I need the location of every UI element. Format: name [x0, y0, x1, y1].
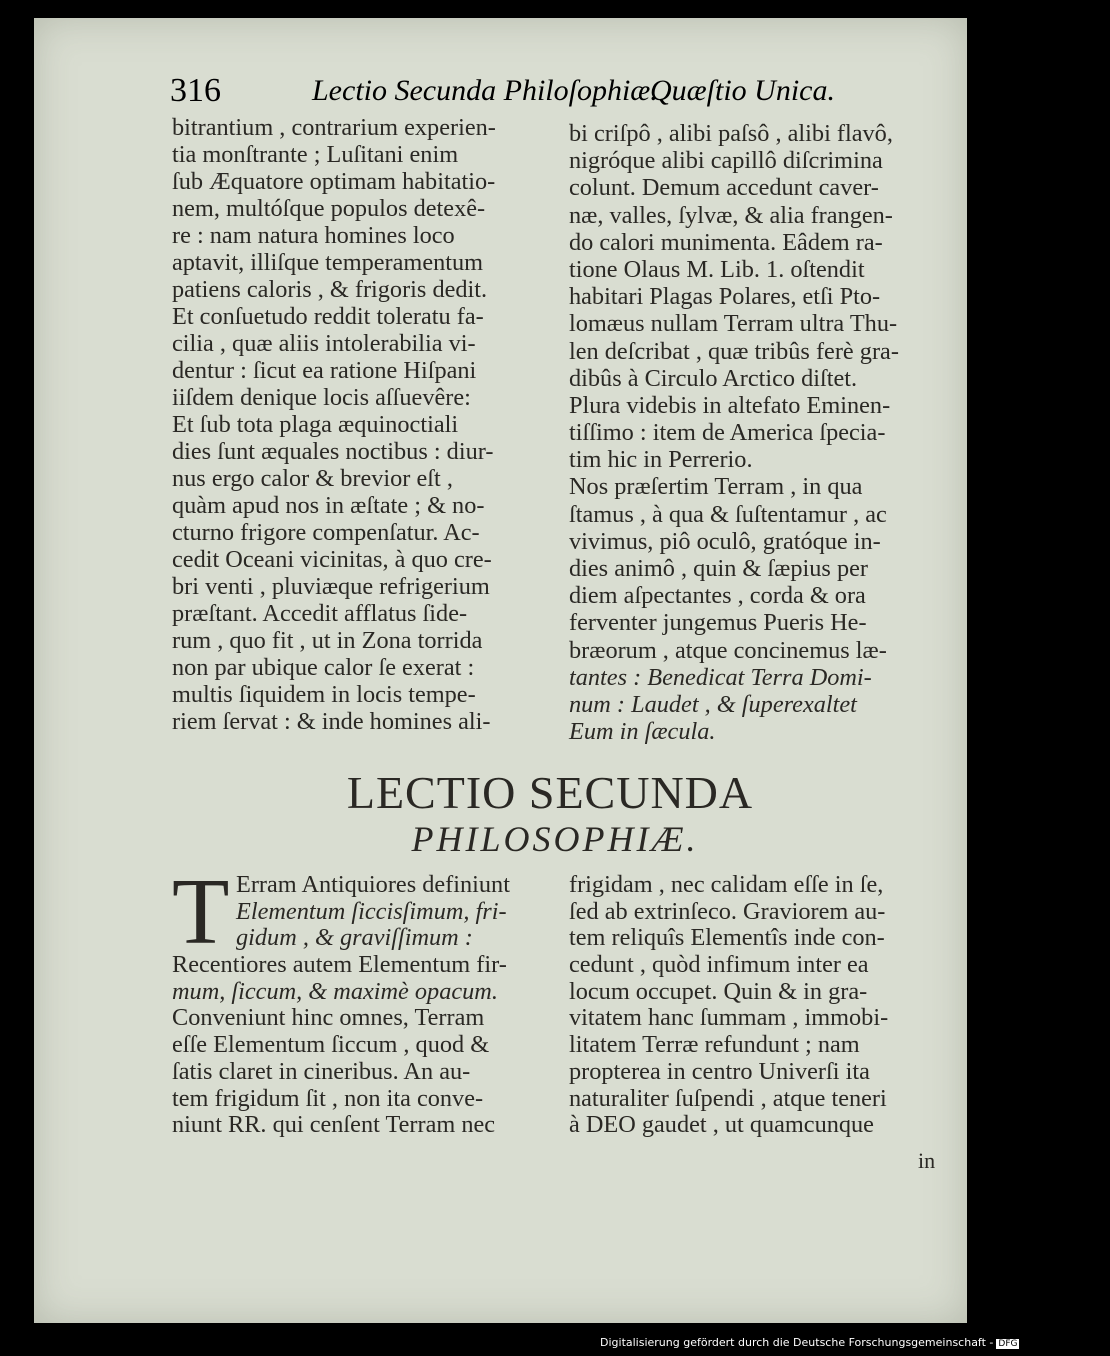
text-line: ſtamus , à qua & ſuſtentamur , ac — [569, 500, 887, 528]
text-line: ferventer jungemus Pueris He- — [569, 609, 867, 637]
text-line: Elementum ſiccisſimum, fri- — [236, 897, 507, 925]
text-line: Plura videbis in altefato Eminen- — [569, 391, 891, 419]
text-line: bi criſpô , alibi paſsô , alibi flavô, — [569, 120, 893, 147]
text-line: colunt. Demum accedunt caver- — [569, 174, 879, 202]
text-line: aptavit, illiſque temperamentum — [172, 249, 484, 276]
text-line: propterea in centro Univerſi ita — [569, 1057, 870, 1085]
text-line: re : nam natura homines loco — [172, 222, 455, 249]
page-header — [170, 72, 950, 116]
text-line: gidum , & graviſſimum : — [236, 924, 473, 952]
text-line: mum, ſiccum, & maximè opacum. — [172, 977, 498, 1005]
text-line: len deſcribat , quæ tribûs ferè gra- — [569, 337, 899, 365]
text-line: Eum in ſæcula. — [569, 718, 716, 746]
text-line: vivimus, piô oculô, gratóque in- — [569, 527, 881, 555]
text-line: tem frigidum ſit , non ita conve- — [172, 1084, 484, 1112]
text-line: dentur : ſicut ea ratione Hiſpani — [172, 357, 477, 384]
text-line: Erram Antiquiores definiunt — [236, 871, 510, 898]
text-line: quàm apud nos in æſtate ; & no- — [172, 492, 485, 519]
text-line: diem aſpectantes , corda & ora — [569, 582, 866, 610]
text-line: bræorum , atque concinemus læ- — [569, 636, 887, 664]
catchword: in — [918, 1148, 936, 1173]
text-line: cedit Oceani vicinitas, à quo cre- — [172, 546, 492, 573]
text-line: iiſdem denique locis aſſuevêre: — [172, 384, 471, 411]
section-title: Quæſtio Unica. — [650, 74, 835, 107]
text-line: cilia , quæ aliis intolerabilia vi- — [172, 330, 476, 357]
column-left-top — [172, 114, 552, 735]
column-right-top — [569, 120, 949, 745]
column-left-bottom — [172, 860, 552, 1139]
text-line: cedunt , quòd infimum inter ea — [569, 951, 869, 979]
column-right-bottom — [569, 872, 949, 1139]
text-line: rum , quo fit , ut in Zona torrida — [172, 627, 483, 654]
text-line: ſub Æquatore optimam habitatio- — [172, 168, 496, 195]
text-line: tim hic in Perrerio. — [569, 446, 753, 474]
chapter-title: LECTIO SECUNDA — [346, 767, 754, 818]
text-line: num : Laudet , & ſuperexaltet — [569, 690, 857, 718]
digitization-footer — [600, 1336, 1019, 1349]
text-line: Conveniunt hinc omnes, Terram — [172, 1004, 485, 1032]
text-line: multis ſiquidem in locis tempe- — [172, 681, 476, 708]
footer-text: Digitalisierung gefördert durch die Deutsche Forschungsgemeinschaft - — [600, 1336, 994, 1349]
text-line: tem reliquîs Elementîs inde con- — [569, 924, 885, 952]
chapter-subtitle: PHILOSOPHIÆ. — [411, 819, 699, 859]
text-line: Et conſuetudo reddit toleratu fa- — [172, 303, 484, 330]
text-line: bri venti , pluviæque refrigerium — [172, 573, 490, 600]
text-line: dies ſunt æquales noctibus : diur- — [172, 438, 494, 465]
dfg-logo[interactable]: DFG — [998, 1339, 1018, 1349]
text-line: cturno frigore compenſatur. Ac- — [172, 519, 480, 546]
drop-cap: T — [172, 860, 230, 964]
text-line: præſtant. Accedit afflatus ſide- — [172, 600, 468, 627]
running-title: Lectio Secunda Philoſophiæ. — [312, 74, 658, 107]
text-line: Et ſub tota plaga æquinoctiali — [172, 411, 459, 438]
text-line: tia monſtrante ; Luſitani enim — [172, 141, 459, 168]
text-line: locum occupet. Quin & in gra- — [569, 977, 868, 1005]
text-line: vitatem hanc ſummam , immobi- — [569, 1004, 889, 1032]
text-line: à DEO gaudet , ut quamcunque — [569, 1111, 874, 1139]
text-line: frigidam , nec calidam eſſe in ſe, — [569, 871, 884, 898]
text-line: tione Olaus M. Lib. 1. oſtendit — [569, 255, 865, 283]
text-line: dibûs à Circulo Arctico diſtet. — [569, 364, 858, 392]
text-line: non par ubique calor ſe exerat : — [172, 654, 475, 681]
text-line: lomæus nullam Terram ultra Thu- — [569, 310, 898, 338]
text-line: eſſe Elementum ſiccum , quod & — [172, 1031, 490, 1059]
text-line: do calori munimenta. Eâdem ra- — [569, 228, 883, 256]
text-line: tantes : Benedicat Terra Domi- — [569, 663, 872, 691]
text-line: naturaliter ſuſpendi , atque teneri — [569, 1084, 887, 1112]
text-line: nus ergo calor & brevior eſt , — [172, 465, 453, 492]
text-line: patiens caloris , & frigoris dedit. — [172, 276, 488, 303]
page-number: 316 — [170, 72, 221, 109]
text-line: litatem Terræ refundunt ; nam — [569, 1031, 860, 1059]
text-line: næ, valles, ſylvæ, & alia frangen- — [569, 201, 893, 229]
text-line: nem, multóſque populos detexê- — [172, 195, 486, 222]
text-line: tiſſimo : item de America ſpecia- — [569, 419, 886, 447]
text-line: riem ſervat : & inde homines ali- — [172, 708, 491, 735]
text-line: Nos præſertim Terram , in qua — [569, 473, 863, 501]
text-line: dies animô , quin & ſæpius per — [569, 555, 868, 582]
text-line: niunt RR. qui cenſent Terram nec — [172, 1111, 496, 1139]
text-line: habitari Plagas Polares, etſi Pto- — [569, 283, 881, 311]
text-line: nigróque alibi capillô diſcrimina — [569, 147, 883, 175]
text-line: ſed ab extrinſeco. Graviorem au- — [569, 897, 886, 925]
text-line: Recentiores autem Elementum fir- — [172, 951, 507, 979]
text-line: ſatis claret in cineribus. An au- — [172, 1057, 471, 1085]
text-line: bitrantium , contrarium experien- — [172, 114, 496, 141]
